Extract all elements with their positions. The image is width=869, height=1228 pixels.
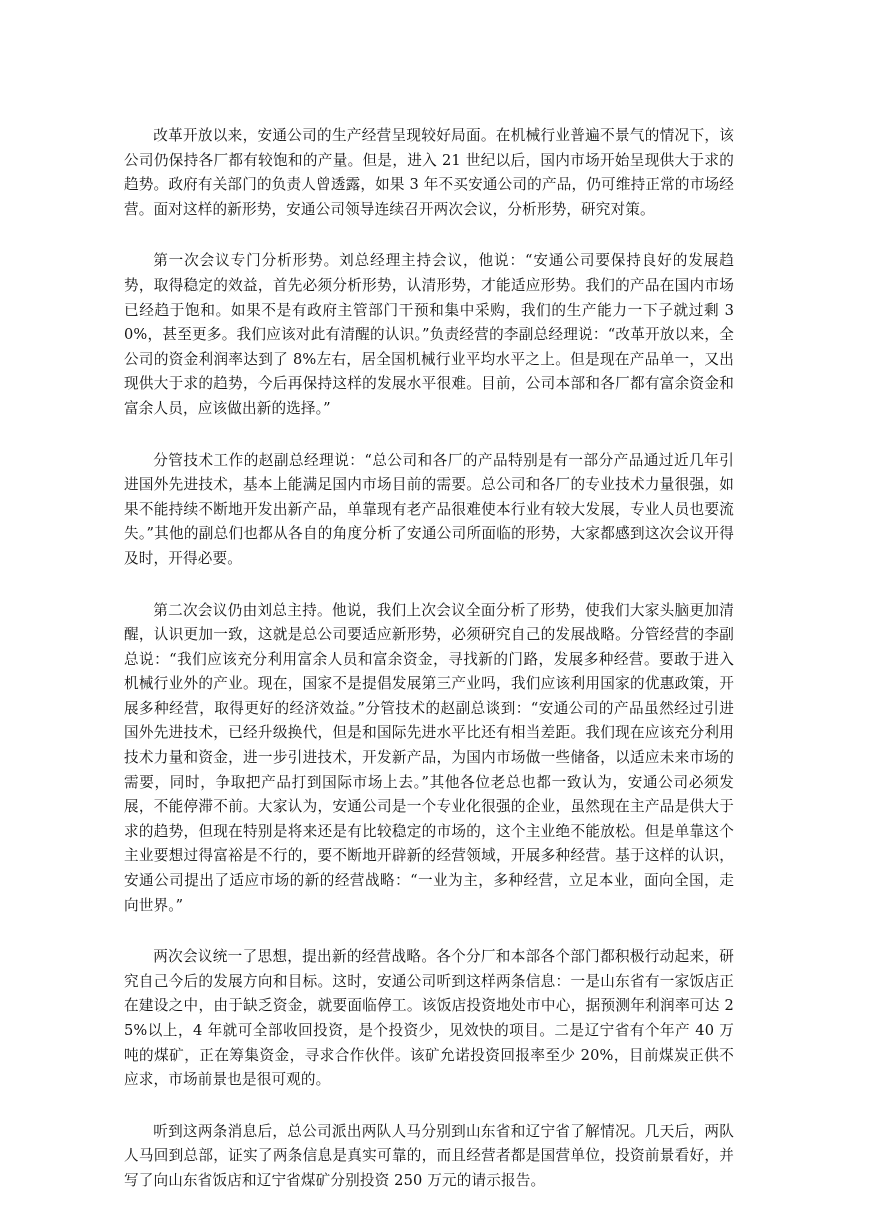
paragraph-2: 第一次会议专门分析形势。刘总经理主持会议，他说：“安通公司要保持良好的发展趋势，取得稳定的效益，首先必须分析形势，认清形势，才能适应形势。我们的产品在国内市场已经趋于饱和。如果不是有政府主管部门干预和集中采购，我们的生产能力一下子就过剩 30%，甚至更多。我们应该对此有清醒的认识。”负责经营的李副总经理说：“改革开放以来，全公司的资金利润率达到了 8%左右，居全国机械行业平均水平之上。但是现在产品单一，又出现供大于求的趋势，今后再保持这样的发展水平很难。目前，公司本部和各厂都有富余资金和富余人员，应该做出新的选择。” (124, 252, 734, 417)
paragraph-1: 改革开放以来，安通公司的生产经营呈现较好局面。在机械行业普遍不景气的情况下，该公司仍保持各厂都有较饱和的产量。但是，进入 21 世纪以后，国内市场开始呈现供大于求的趋势。政府有关部门的负责人曾透露，如果 3 年不买安通公司的产品，仍可维持正常的市场经营。面对这样的新形势，安通公司领导连续召开两次会议，分析形势，研究对策。 (124, 127, 734, 218)
paragraph-3: 分管技术工作的赵副总经理说：“总公司和各厂的产品特别是有一部分产品通过近几年引进国外先进技术，基本上能满足国内市场目前的需要。总公司和各厂的专业技术力量很强，如果不能持续不断地开发出新产品，单靠现有老产品很难使本行业有较大发展，专业人员也要流失。”其他的副总们也都从各自的角度分析了安通公司所面临的形势，大家都感到这次会议开得及时，开得必要。 (124, 451, 734, 567)
document-body (124, 124, 734, 1221)
paragraph-4: 第二次会议仍由刘总主持。他说，我们上次会议全面分析了形势，使我们大家头脑更加清醒，认识更加一致，这就是总公司要适应新形势，必须研究自己的发展战略。分管经营的李副总说：“我们应该充分利用富余人员和富余资金，寻找新的门路，发展多种经营。要敢于进入机械行业外的产业。现在，国家不是提倡发展第三产业吗，我们应该利用国家的优惠政策，开展多种经营，取得更好的经济效益。”分管技术的赵副总谈到：“安通公司的产品虽然经过引进国外先进技术，已经升级换代，但是和国际先进水平比还有相当差距。我们现在应该充分利用技术力量和资金，进一步引进技术，开发新产品，为国内市场做一些储备，以适应未来市场的需要，同时，争取把产品打到国际市场上去。”其他各位老总也都一致认为，安通公司必须发展，不能停滞不前。大家认为，安通公司是一个专业化很强的企业，虽然现在主产品是供大于求的趋势，但现在特别是将来还是有比较稳定的市场的，这个主业绝不能放松。但是单靠这个主业要想过得富裕是不行的，要不断地开辟新的经营领域，开展多种经营。基于这样的认识，安通公司提出了适应市场的新的经营战略：“一业为主，多种经营，立足本业，面向全国，走向世界。” (124, 601, 734, 914)
paragraph-5: 两次会议统一了思想，提出新的经营战略。各个分厂和本部各个部门都积极行动起来，研究自己今后的发展方向和目标。这时，安通公司听到这样两条信息：一是山东省有一家饭店正在建设之中，由于缺乏资金，就要面临停工。该饭店投资地处市中心，据预测年利润率可达 25%以上，4 年就可全部收回投资，是个投资少，见效快的项目。二是辽宁省有个年产 40 万吨的煤矿，正在筹集资金，寻求合作伙伴。该矿允诺投资回报率至少 20%，目前煤炭正供不应求，市场前景也是很可观的。 (124, 948, 734, 1089)
paragraph-6: 听到这两条消息后，总公司派出两队人马分别到山东省和辽宁省了解情况。几天后，两队人马回到总部，证实了两条信息是真实可靠的，而且经营者都是国营单位，投资前景看好，并写了向山东省饭店和辽宁省煤矿分别投资 250 万元的请示报告。 (124, 1122, 734, 1189)
